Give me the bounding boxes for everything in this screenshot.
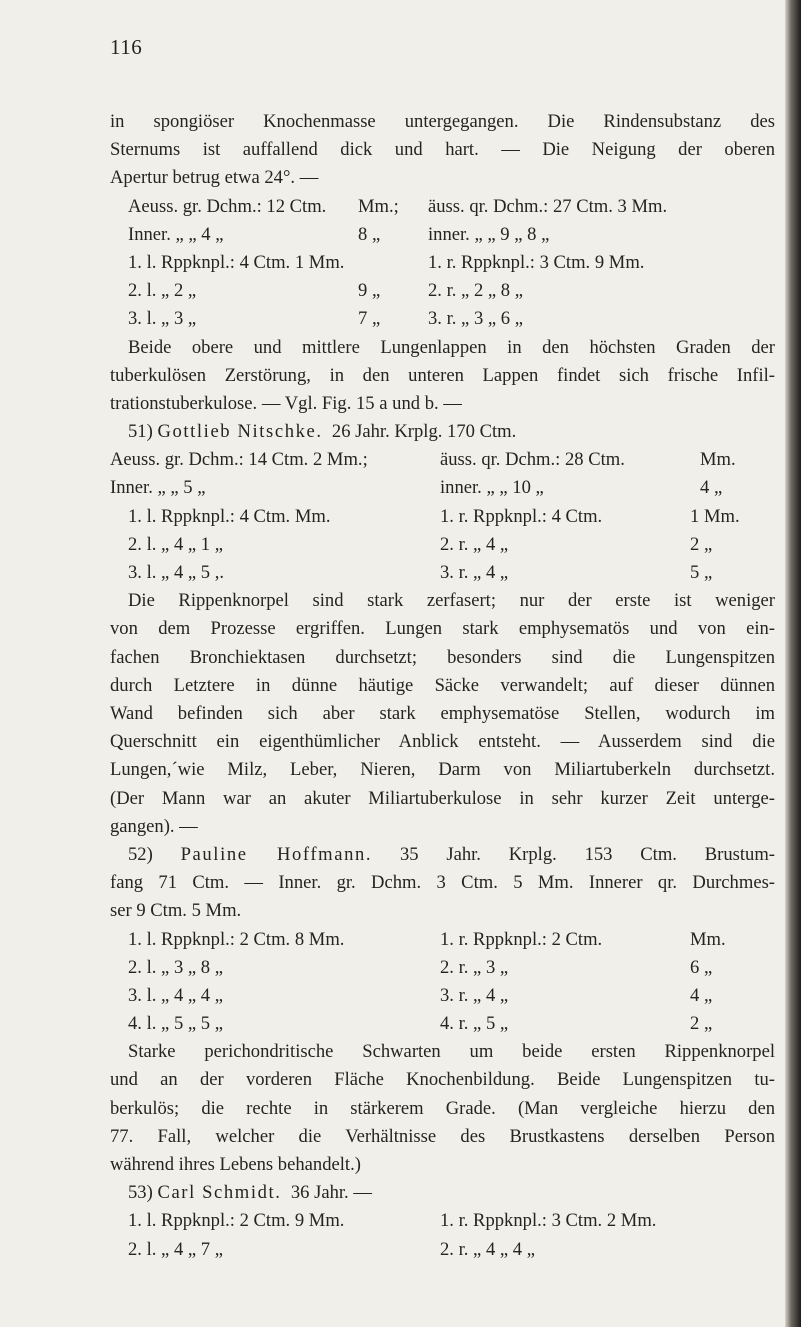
- measure-table-case50: [110, 193, 775, 334]
- text-line: fachen Bronchiektasen durchsetzt; besonders sind die Lungenspitzen: [110, 646, 775, 668]
- patient-name: Gottlieb Nitschke.: [157, 421, 323, 443]
- case-number: 51): [128, 421, 153, 443]
- table-row: [110, 982, 775, 1010]
- table-row: [110, 1207, 775, 1235]
- table-cell: 1. l. Rppknpl.: 2 Ctm. 8 Mm.: [128, 928, 345, 950]
- case-heading-51: [110, 418, 775, 446]
- table-cell: 4 „: [690, 984, 713, 1006]
- table-cell: 3. l. „ 3 „: [128, 308, 197, 330]
- text-line: Die Rippenknorpel sind stark zerfasert; nur der erste ist weniger: [128, 590, 775, 612]
- table-cell: 2. r. „ 2 „ 8 „: [428, 280, 524, 302]
- case-number: 53): [128, 1182, 153, 1204]
- text-line: 77. Fall, welcher die Verhältnisse des Brustkastens derselben Person: [110, 1125, 775, 1147]
- case-heading-52: [110, 841, 775, 869]
- text-line: tuberkulösen Zerstörung, in den unteren Lappen findet sich frische Infil-: [110, 364, 775, 386]
- table-row: [110, 954, 775, 982]
- table-cell: 3. l. „ 4 „ 5 ,.: [128, 562, 225, 584]
- page-edge-shadow: [785, 0, 801, 1327]
- table-cell: 2 „: [690, 1013, 713, 1035]
- measure-table-case52: [110, 926, 775, 1039]
- case-details: 26 Jahr. Krplg. 170 Ctm.: [331, 421, 517, 443]
- table-cell: 3. r. „ 4 „: [440, 562, 509, 584]
- table-cell: Inner. „ „ 5 „: [110, 477, 206, 499]
- table-cell: 1. r. Rppknpl.: 4 Ctm.: [440, 505, 603, 527]
- table-cell: 4. r. „ 5 „: [440, 1013, 509, 1035]
- table-row: [110, 559, 775, 587]
- table-row: [110, 1236, 775, 1264]
- table-cell: 1. l. Rppknpl.: 4 Ctm. Mm.: [128, 505, 331, 527]
- page-number: 116: [110, 35, 143, 59]
- text-line: während ihres Lebens behandelt.): [110, 1154, 361, 1175]
- table-cell: Inner. „ „ 4 „: [128, 223, 224, 245]
- table-cell: 1. r. Rppknpl.: 2 Ctm.: [440, 928, 603, 950]
- table-cell: 4. l. „ 5 „ 5 „: [128, 1013, 224, 1035]
- table-cell: äuss. qr. Dchm.: 28 Ctm.: [440, 449, 625, 471]
- table-cell: 2. r. „ 4 „ 4 „: [440, 1238, 536, 1260]
- table-cell: 4 „: [700, 477, 723, 499]
- page-body: [110, 108, 775, 1264]
- text-line: trationstuberkulose. — Vgl. Fig. 15 a und b. —: [110, 392, 462, 414]
- text-line: Querschnitt ein eigenthümlicher Anblick entsteht. — Ausserdem sind die: [110, 731, 775, 753]
- text-line: Apertur betrug etwa 24°. —: [110, 167, 319, 189]
- text-line: Starke perichondritische Schwarten um beide ersten Rippenknorpel: [128, 1041, 775, 1063]
- text-line: in spongiöser Knochenmasse untergegangen. Die Rindensubstanz des: [110, 111, 775, 132]
- table-cell: Aeuss. gr. Dchm.: 12 Ctm.: [128, 195, 327, 217]
- table-cell: 1 Mm.: [690, 505, 740, 527]
- table-row: [110, 474, 775, 502]
- table-cell: 2. r. „ 3 „: [440, 956, 509, 978]
- table-row: [110, 531, 775, 559]
- patient-name: Pauline Hoffmann.: [180, 843, 373, 865]
- measure-table-case53: [110, 1207, 775, 1263]
- text-line: fang 71 Ctm. — Inner. gr. Dchm. 3 Ctm. 5 Mm. Innerer qr. Durchmes-: [110, 872, 775, 894]
- table-cell: äuss. qr. Dchm.: 27 Ctm. 3 Mm.: [428, 195, 668, 217]
- table-row: [110, 249, 775, 277]
- table-cell: Mm.: [690, 928, 726, 950]
- patient-name: Carl Schmidt.: [157, 1182, 282, 1204]
- table-cell: 2. l. „ 4 „ 7 „: [128, 1238, 224, 1260]
- table-cell: 1. r. Rppknpl.: 3 Ctm. 2 Mm.: [440, 1210, 657, 1232]
- table-cell: 1. r. Rppknpl.: 3 Ctm. 9 Mm.: [428, 251, 645, 273]
- text-line: ser 9 Ctm. 5 Mm.: [110, 900, 242, 922]
- table-cell: 6 „: [690, 956, 713, 978]
- table-row: [110, 503, 775, 531]
- text-line: von dem Prozesse ergriffen. Lungen stark emphysematös und von ein-: [110, 618, 775, 640]
- table-cell: 2. r. „ 4 „: [440, 533, 509, 555]
- table-cell: 3. r. „ 4 „: [440, 984, 509, 1006]
- text-line: (Der Mann war an akuter Miliartuberkulose in sehr kurzer Zeit unterge-: [110, 787, 775, 809]
- text-line: und an der vorderen Fläche Knochenbildung. Beide Lungenspitzen tu-: [110, 1069, 775, 1091]
- text-line: gangen). —: [110, 815, 198, 837]
- text-line: Beide obere und mittlere Lungenlappen in den höchsten Graden der: [128, 336, 775, 358]
- text-line: durch Letztere in dünne häutige Säcke verwandelt; auf dieser dünnen: [110, 674, 775, 696]
- case-details: 35 Jahr. Krplg. 153 Ctm. Brustum-: [399, 843, 775, 865]
- case-details: 36 Jahr. —: [290, 1182, 372, 1204]
- text-line: berkulös; die rechte in stärkerem Grade. (Man vergleiche hierzu den: [110, 1097, 775, 1119]
- table-row: [110, 193, 775, 221]
- table-cell: Aeuss. gr. Dchm.: 14 Ctm. 2 Mm.;: [110, 449, 368, 471]
- table-cell: 2. l. „ 2 „: [128, 280, 197, 302]
- measure-table-case51: [110, 446, 775, 587]
- table-row: [110, 1010, 775, 1038]
- table-cell: 1. l. Rppknpl.: 4 Ctm. 1 Mm.: [128, 251, 345, 273]
- case-number: 52): [128, 843, 153, 865]
- text-line: Wand befinden sich aber stark emphysematöse Stellen, wodurch im: [110, 702, 775, 724]
- table-cell: 3. r. „ 3 „ 6 „: [428, 308, 524, 330]
- table-cell: 2. l. „ 3 „ 8 „: [128, 956, 224, 978]
- table-cell: Mm.: [700, 449, 736, 471]
- table-row: [110, 221, 775, 249]
- table-cell: Mm.;: [358, 195, 399, 217]
- table-cell: 2 „: [690, 533, 713, 555]
- table-cell: 9 „: [358, 280, 381, 302]
- table-cell: 7 „: [358, 308, 381, 330]
- table-cell: 1. l. Rppknpl.: 2 Ctm. 9 Mm.: [128, 1210, 345, 1232]
- table-cell: 8 „: [358, 223, 381, 245]
- table-cell: inner. „ „ 10 „: [440, 477, 544, 499]
- table-cell: 5 „: [690, 562, 713, 584]
- table-row: [110, 926, 775, 954]
- table-row: [110, 277, 775, 305]
- table-cell: inner. „ „ 9 „ 8 „: [428, 223, 550, 245]
- table-row: [110, 446, 775, 474]
- text-line: Lungen,´wie Milz, Leber, Nieren, Darm von Miliartuberkeln durchsetzt.: [110, 759, 775, 781]
- case-heading-53: [110, 1179, 775, 1207]
- text-line: Sternums ist auffallend dick und hart. — Die Neigung der oberen: [110, 139, 775, 161]
- table-row: [110, 305, 775, 333]
- table-cell: 3. l. „ 4 „ 4 „: [128, 984, 224, 1006]
- table-cell: 2. l. „ 4 „ 1 „: [128, 533, 224, 555]
